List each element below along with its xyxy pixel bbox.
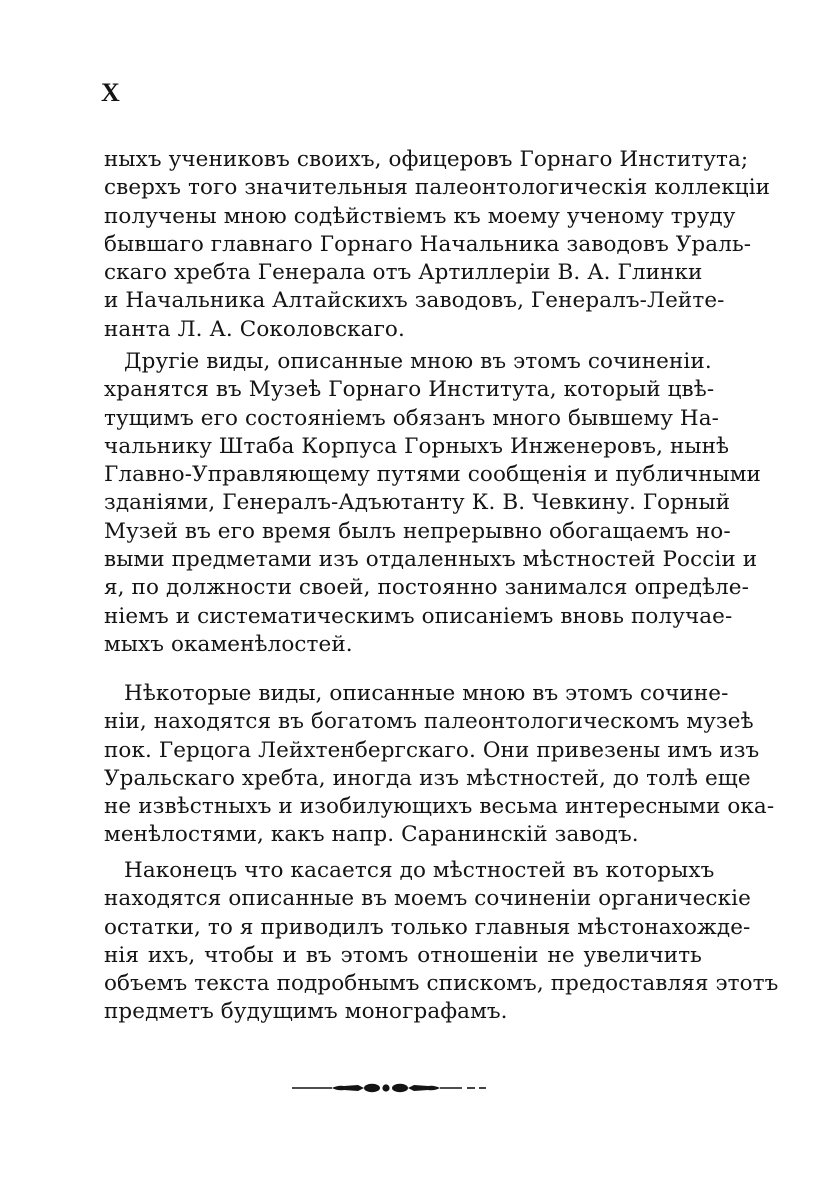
text-line: скаго хребта Генерала отъ Артиллеріи В. А. Глинки [104,260,703,286]
ornament-divider [292,1080,486,1096]
text-line: нія ихъ, чтобы и въ этомъ отношеніи не увеличить [104,942,702,968]
paragraph-1 [104,146,771,344]
paragraph-4 [104,857,779,1027]
text-line: объемъ текста подробнымъ спискомъ, предоставляя этотъ [104,971,779,997]
text-line: мыхъ окаменѣлостей. [104,631,353,657]
text-line: не извѣстныхъ и изобилующихъ весьма интересными ока- [104,794,775,820]
text-line: я, по должности своей, постоянно занимался опредѣле- [104,575,749,601]
text-line: Нѣкоторые виды, описанные мною въ этомъ сочине- [124,681,729,706]
text-line: ніи, находятся въ богатомъ палеонтологическомъ музеѣ [104,709,754,735]
text-line: Наконецъ что касается до мѣстностей въ которыхъ [124,858,715,883]
text-line: пок. Герцога Лейхтенбергскаго. Они привезены имъ изъ [104,737,760,763]
text-line: и Начальника Алтайскихъ заводовъ, Генералъ-Лейте- [104,288,725,314]
text-line: сверхъ того значительныя палеонтологическія коллекціи [104,175,771,201]
text-line: выми предметами изъ отдаленныхъ мѣстностей Россіи и [104,547,758,573]
text-line: Музей въ его время былъ непрерывно обогащаемъ но- [104,518,731,544]
text-line: зданіями, Генералъ-Адъютанту К. В. Чевкину. Горный [104,490,731,516]
page-number: X [101,78,120,107]
paragraph-2 [104,348,761,659]
text-line: Главно-Управляющему путями сообщенія и публичными [104,462,761,488]
text-line: тущимъ его состояніемъ обязанъ много бывшему На- [104,405,720,431]
text-line: нанта Л. А. Соколовскаго. [104,316,405,342]
text-line: ныхъ учениковъ своихъ, офицеровъ Горнаго Института; [104,147,749,172]
text-line: чальнику Штаба Корпуса Горныхъ Инженеровъ, нынѣ [104,433,730,459]
text-line: Другіе виды, описанные мною въ этомъ сочиненіи. [124,349,712,374]
text-line: ніемъ и систематическимъ описаніемъ вновь получае- [104,603,733,629]
text-line: получены мною содѣйствіемъ къ моему ученому труду [104,203,736,229]
text-line: бывшаго главнаго Горнаго Начальника заводовъ Ураль- [104,231,752,257]
text-line: находятся описанные въ моемъ сочиненіи органическіе [104,886,751,912]
paragraph-3 [104,680,775,850]
text-line: хранятся въ Музеѣ Горнаго Института, который цвѣ- [104,377,715,403]
text-line: остатки, то я приводилъ только главныя мѣстонахожде- [104,914,751,940]
text-line: Уральскаго хребта, иногда изъ мѣстностей, до толѣ еще [104,765,751,791]
text-line: предметъ будущимъ монографамъ. [104,999,508,1025]
text-line: менѣлостями, какъ напр. Саранинскій заводъ. [104,822,639,848]
